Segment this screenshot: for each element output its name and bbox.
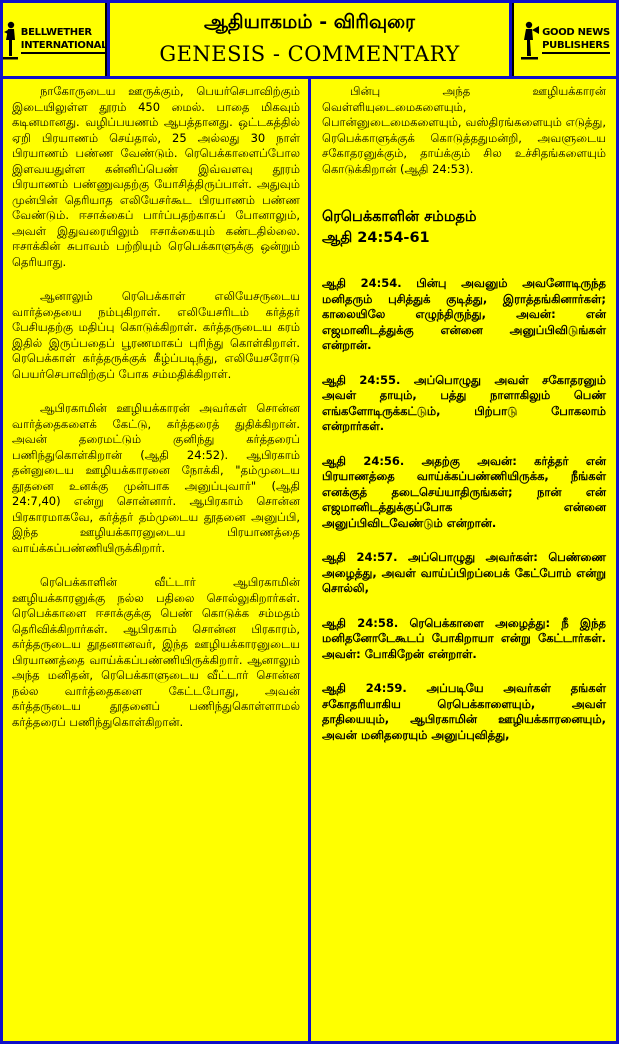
verse-24-59: ஆதி 24:59. அப்படியே அவர்கள் தங்கள் சகோதரியாகிய ரெபெக்காளையும், அவள் தாதியையும், ஆபிரகாமின் ஊழியக்காரனையும், அவன் மனிதரையும் அனுப்புவித்து, bbox=[322, 681, 606, 742]
herald-figure-icon bbox=[520, 20, 540, 60]
column-divider bbox=[308, 79, 311, 1041]
bellwether-figure-icon bbox=[1, 20, 19, 60]
bellwether-logo bbox=[3, 3, 107, 76]
good-news-logo-line2: PUBLISHERS bbox=[542, 39, 610, 51]
title-box bbox=[110, 3, 509, 76]
verse-24-55: ஆதி 24:55. அப்பொழுது அவள் சகோதரனும் அவள் தாயும், பத்து நாளாகிலும் பெண் எங்களோடிருக்கட்டும், பிற்பாடு போகலாம் என்றார்கள். bbox=[322, 372, 606, 433]
title-tamil: ஆதியாகமம் - விரிவுரை bbox=[204, 11, 415, 33]
left-paragraph-4: ரெபெக்காளின் வீட்டார் ஆபிரகாமின் ஊழியக்காரனுக்கு நல்ல பதிலை சொல்லுகிறார்கள். ரெபெக்காளை ஈசாக்குக்கு பெண் கொடுக்க சம்மதம் தெரிவிக்கிறார்கள். ஆபிரகாம் சொன்ன பிரகாரம், கர்த்தருடைய தூதனானவர், இந்த ஊழியக்காரனுடைய பிரயாணத்தை வாய்க்கப்பண்ணியிருக்கிறார். ஆனாலும் அந்த மனிதன், ரெபெக்காளுடைய வீட்டார் சொன்ன நல்ல வார்த்தைகளை கேட்டபோது, அவன் கர்த்தருடைய தூதனைப் பணிந்துகொள்ளாமல் கர்த்தரைப் பணிந்துகொள்கிறான். bbox=[12, 575, 300, 729]
section-title bbox=[322, 207, 606, 249]
right-intro-paragraph: பின்பு அந்த ஊழியக்காரன் வெள்ளியுடைமைகளையும், பொன்னுடைமைகளையும், வஸ்திரங்களையும் எடுத்து, ரெபெக்காளுக்குக் கொடுத்ததுமன்றி, அவளுடைய சகோதரனுக்கும், தாய்க்கும் சில உச்சிதங்களையும் கொடுக்கிறான் (ஆதி 24:53). bbox=[322, 84, 606, 176]
good-news-logo-text bbox=[542, 26, 610, 54]
right-column bbox=[322, 84, 606, 762]
verse-24-57: ஆதி 24:57. அப்பொழுது அவர்கள்: பெண்ணை அழைத்து, அவள் வாய்ப்பிறப்பைக் கேட்போம் என்று சொல்லி, bbox=[322, 550, 606, 595]
left-paragraph-2: ஆனாலும் ரெபெக்காள் எலியேசருடைய வார்த்தையை நம்புகிறாள். எலியேசரிடம் கர்த்தர் பேசியதற்கு மதிப்பு கொடுக்கிறாள். கர்த்தருடைய கரம் இதில் இருப்பதைப் பூரணமாகப் புரிந்து கொள்கிறாள். ரெபெக்காள் கர்த்தருக்குக் கீழ்ப்படிந்து, எலியேசரோடு பெயர்செபாவிற்குப் போக சம்மதிக்கிறாள். bbox=[12, 289, 300, 381]
bellwether-logo-line1: BELLWETHER bbox=[20, 26, 92, 38]
good-news-logo bbox=[512, 3, 616, 76]
section-title-line1: ரெபெக்காளின் சம்மதம் bbox=[322, 209, 477, 225]
verse-24-58: ஆதி 24:58. ரெபெக்காளை அழைத்து: நீ இந்த மனிதனோடேகூடப் போகிறாயா என்று கேட்டார்கள். அவள்: போகிறேன் என்றாள். bbox=[322, 615, 606, 661]
section-title-line2: ஆதி 24:54-61 bbox=[322, 230, 430, 246]
title-english: GENESIS - COMMENTARY bbox=[159, 42, 460, 66]
bellwether-logo-text bbox=[21, 26, 107, 54]
bellwether-logo-line2: INTERNATIONAL bbox=[20, 39, 108, 51]
verse-24-54: ஆதி 24:54. பின்பு அவனும் அவனோடிருந்த மனிதரும் புசித்துக் குடித்து, இராத்தங்கினார்கள்; காலையிலே எழுந்திருந்து, அவன்: என் எஜமானிடத்துக்கு என்னை அனுப்பிவிடுங்கள் என்றான். bbox=[322, 276, 606, 352]
page-header bbox=[0, 0, 619, 79]
left-column bbox=[12, 84, 300, 749]
left-paragraph-3: ஆபிரகாமின் ஊழியக்காரன் அவர்கள் சொன்ன வார்த்தைகளைக் கேட்டு, கர்த்தரைத் துதிக்கிறான். அவன் தரைமட்டும் குனிந்து கர்த்தரைப் பணிந்துகொள்கிறான் (ஆதி 24:52). ஆபிரகாம் தன்னுடைய ஊழியக்காரனை நோக்கி, "தம்முடைய தூதனை உனக்கு முன்பாக அனுப்புவார்" (ஆதி 24:7,40) என்று சொன்னார். ஆபிரகாம் சொன்ன பிரகாரமாகவே, கர்த்தர் தம்முடைய தூதனை அனுப்பி, இந்த ஊழியக்காரனுடைய பிரயாணத்தை வாய்க்கப்பண்ணியிருக்கிறார். bbox=[12, 401, 300, 555]
left-paragraph-1: நாகோருடைய ஊருக்கும், பெயர்செபாவிற்கும் இடையிலுள்ள தூரம் 450 மைல். பாதை மிகவும் கடினமானது. வழிப்பயணம் ஆபத்தானது. ஒட்டகத்தில் ஏறி பிரயாணம் செய்தால், 25 அல்லது 30 நாள் பிரயாணம் பண்ண வேண்டும். ரெபெக்காளைப்போல இளவயதுள்ள கன்னிப்பெண் இவ்வளவு தூரம் பிரயாணம் பண்ணுவதற்கு யோசித்திருப்பாள். அதுவும் முன்பின் தெரியாத எலியேசர்கூட பிரயாணம் பண்ண வேண்டும். ஈசாக்கைப் பார்ப்பதற்காகப் போனாலும், அவள் இதுவரையிலும் ஈசாக்கையும் கண்டதில்லை. ஈசாக்கின் சுபாவம் பற்றியும் ரெபெக்காளுக்கு ஒன்றும் தெரியாது. bbox=[12, 84, 300, 269]
good-news-logo-line1: GOOD NEWS bbox=[542, 26, 610, 38]
verse-24-56: ஆதி 24:56. அதற்கு அவன்: கர்த்தர் என் பிரயாணத்தை வாய்க்கப்பண்ணியிருக்க, நீங்கள் எனக்குத் தடைசெய்யாதிருங்கள்; நான் என் எஜமானிடத்துக்குப்போக என்னை அனுப்பிவிடவேண்டும் என்றான். bbox=[322, 453, 606, 530]
